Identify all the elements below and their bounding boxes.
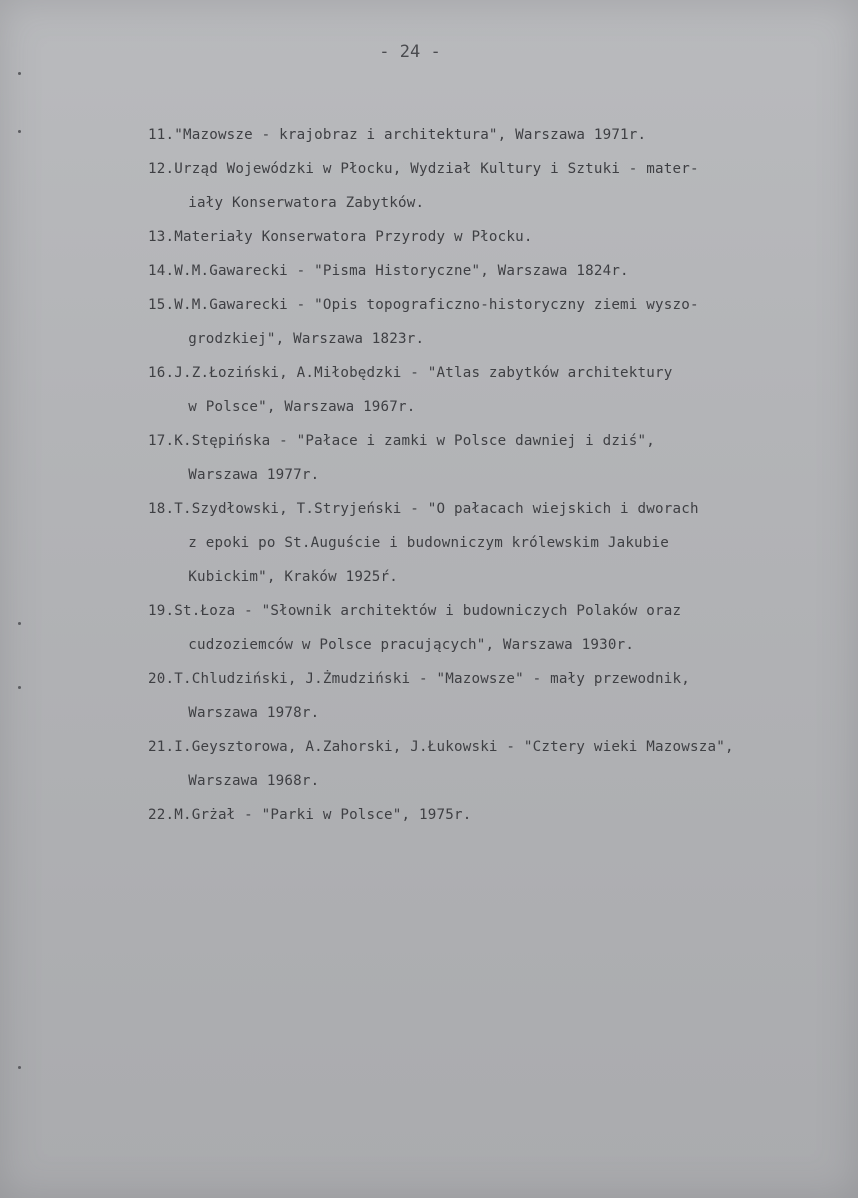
entry-line: I.Geysztorowa, A.Zahorski, J.Łukowski - "Cztery wieki Mazowsza", [174, 739, 734, 755]
entry-line: M.Grżał - "Parki w Polsce", 1975r. [174, 807, 472, 823]
entry-line: Warszawa 1968r. [188, 773, 320, 789]
bibliography-entry [148, 594, 838, 662]
entry-text [174, 254, 838, 288]
entry-line: grodzkiej", Warszawa 1823r. [188, 331, 425, 347]
entry-line: Warszawa 1977r. [188, 467, 320, 483]
entry-number: 13. [148, 229, 175, 245]
bibliography-list [148, 118, 838, 832]
entry-text [174, 220, 838, 254]
entry-line: T.Szydłowski, T.Stryjeński - "O pałacach wiejskich i dworach [174, 501, 699, 517]
entry-number: 14. [148, 263, 175, 279]
entry-line: W.M.Gawarecki - "Pisma Historyczne", Warszawa 1824r. [174, 263, 629, 279]
entry-line: Urząd Wojewódzki w Płocku, Wydział Kultury i Sztuki - mater- [174, 161, 699, 177]
entry-line: cudzoziemców w Polsce pracujących", Warszawa 1930r. [188, 637, 635, 653]
entry-number: 19. [148, 603, 175, 619]
entry-number: 22. [148, 807, 175, 823]
entry-number: 21. [148, 739, 175, 755]
bibliography-entry [148, 220, 838, 254]
margin-mark [18, 130, 21, 133]
entry-text [174, 424, 838, 492]
bibliography-entry [148, 662, 838, 730]
bibliography-entry [148, 730, 838, 798]
entry-line: T.Chludziński, J.Żmudziński - "Mazowsze" - mały przewodnik, [174, 671, 690, 687]
bibliography-entry [148, 492, 838, 594]
entry-line: K.Stępińska - "Pałace i zamki w Polsce dawniej i dziś", [174, 433, 656, 449]
bibliography-entry [148, 152, 838, 220]
entry-line: J.Z.Łoziński, A.Miłobędzki - "Atlas zabytków architektury [174, 365, 673, 381]
entry-line: Kubickim", Kraków 1925ŕ. [188, 569, 399, 585]
entry-text [174, 662, 838, 730]
entry-line: Warszawa 1978r. [188, 705, 320, 721]
entry-line: z epoki po St.Auguście i budowniczym królewskim Jakubie [188, 535, 670, 551]
entry-line: "Mazowsze - krajobraz i architektura", Warszawa 1971r. [174, 127, 647, 143]
bibliography-entry [148, 424, 838, 492]
entry-number: 15. [148, 297, 175, 313]
entry-number: 17. [148, 433, 175, 449]
entry-text [174, 152, 838, 220]
bibliography-entry [148, 254, 838, 288]
entry-line: iały Konserwatora Zabytków. [188, 195, 425, 211]
entry-text [174, 356, 838, 424]
margin-mark [18, 622, 21, 625]
entry-number: 12. [148, 161, 175, 177]
entry-line: W.M.Gawarecki - "Opis topograficzno-historyczny ziemi wyszo- [174, 297, 699, 313]
entry-text [174, 288, 838, 356]
margin-mark [18, 1066, 21, 1069]
entry-line: St.Łoza - "Słownik architektów i budowniczych Polaków oraz [174, 603, 682, 619]
entry-text [174, 798, 838, 832]
bibliography-entry [148, 356, 838, 424]
bibliography-entry [148, 118, 838, 152]
entry-line: w Polsce", Warszawa 1967r. [188, 399, 416, 415]
entry-text [174, 118, 838, 152]
bibliography-entry [148, 288, 838, 356]
entry-number: 18. [148, 501, 175, 517]
entry-number: 20. [148, 671, 175, 687]
entry-text [174, 730, 838, 798]
entry-text [174, 594, 838, 662]
entry-number: 16. [148, 365, 175, 381]
bibliography-entry [148, 798, 838, 832]
margin-mark [18, 72, 21, 75]
page-number: - 24 - [379, 42, 441, 62]
entry-text [174, 492, 838, 594]
entry-line: Materiały Konserwatora Przyrody w Płocku. [174, 229, 533, 245]
entry-number: 11. [148, 127, 175, 143]
margin-mark [18, 686, 21, 689]
